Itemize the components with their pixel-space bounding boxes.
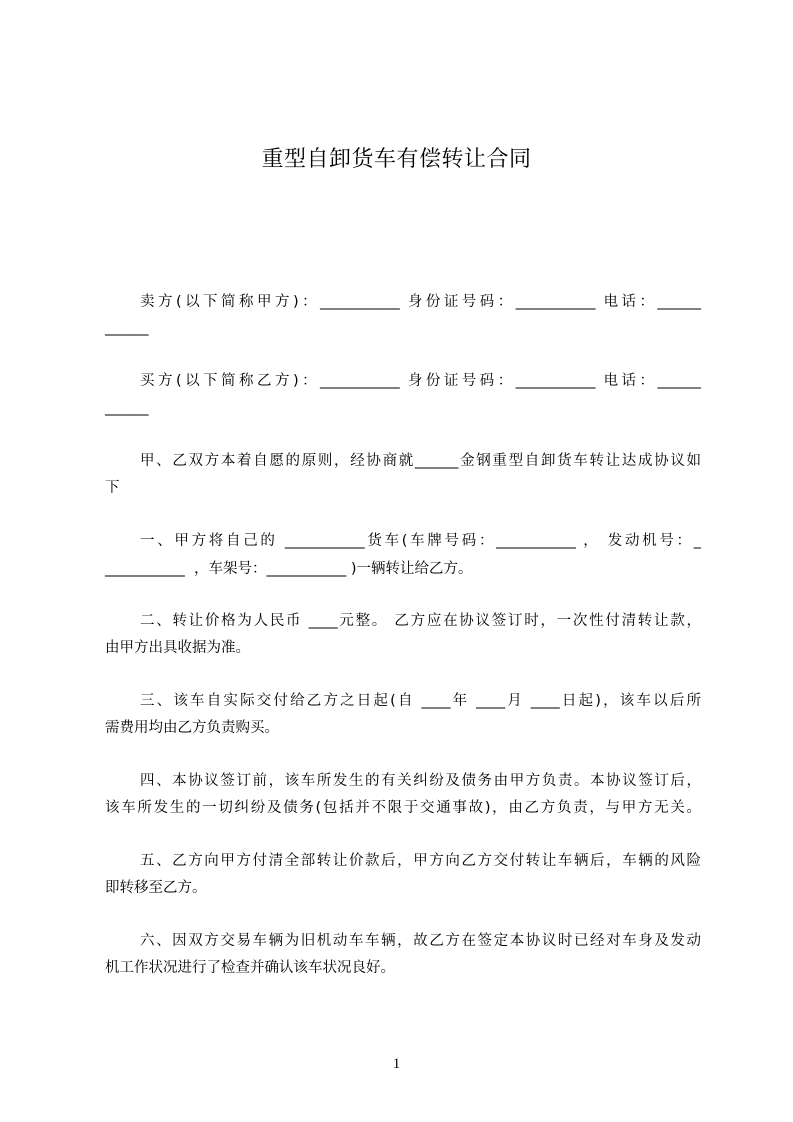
clause-2-line-1: 二、转让价格为人民币 ____元整。 乙方应在协议签订时，一次性付清转让款， [140,613,701,629]
preamble-line-1: 甲、乙双方本着自愿的原则，经协商就______金钢重型自卸货车转让达成协议如 [140,453,701,469]
clause-6-line-2: 机工作状况进行了检查并确认该车状况良好。 [105,960,395,976]
document-title: 重型自卸货车有偿转让合同 [261,147,532,172]
clause-4-line-1: 四、本协议签订前，该车所发生的有关纠纷及债务由甲方负责。本协议签订后， [140,773,701,789]
clause-5-line-1: 五、乙方向甲方付清全部转让价款后，甲方向乙方交付转让车辆后，车辆的风险 [140,853,701,869]
buyer-line-2: ______ [105,400,149,416]
buyer-line-1: 买方(以下简称乙方)：___________ 身份证号码：___________ 电话：______ [140,373,701,389]
clause-1-line-1: 一、甲方将自己的 ___________货车(车牌号码：___________ ， 发动机号：_ [140,533,701,549]
clause-2-line-2: 由甲方出具收据为准。 [105,640,250,656]
clause-6-line-1: 六、因双方交易车辆为旧机动车车辆，故乙方在签定本协议时已经对车身及发动 [140,933,701,949]
clause-5-line-2: 即转移至乙方。 [105,880,207,896]
page-number: 1 [392,1056,401,1072]
seller-line-2: ______ [105,320,149,336]
seller-line-1: 卖方(以下简称甲方)：___________ 身份证号码：___________ 电话：______ [140,294,701,310]
clause-1-line-2: ___________ ，车架号：___________ )一辆转让给乙方。 [105,561,473,577]
clause-4-line-2: 该车所发生的一切纠纷及债务(包括并不限于交通事故)，由乙方负责，与甲方无关。 [105,800,701,816]
preamble-line-2: 下 [105,480,120,496]
clause-3-line-2: 需费用均由乙方负责购买。 [105,720,279,736]
clause-3-line-1: 三、该车自实际交付给乙方之日起(自 ____年 ____月 ____日起)，该车以后所 [140,693,701,709]
